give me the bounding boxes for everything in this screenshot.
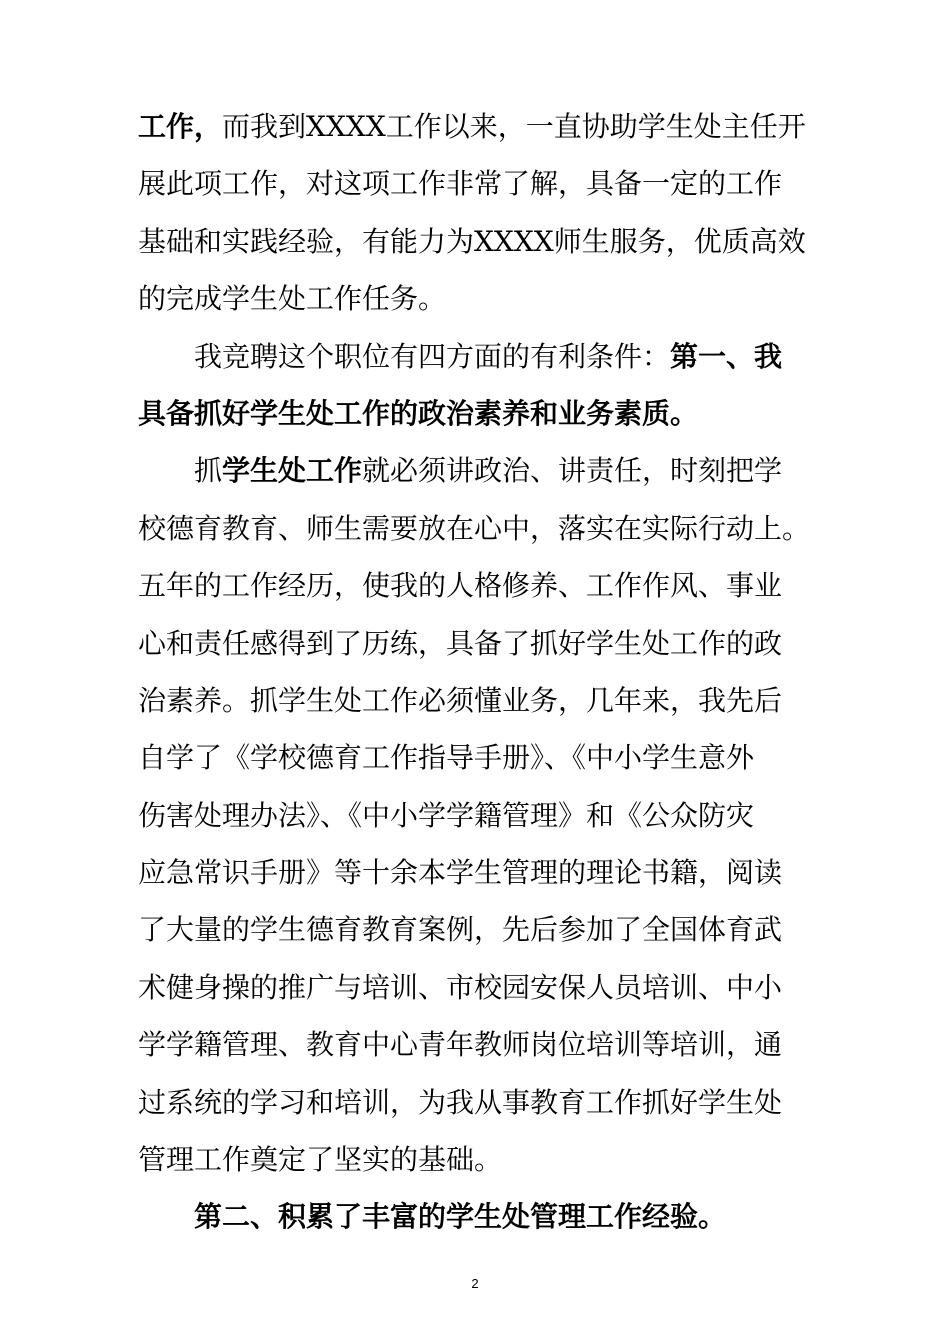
text-line bbox=[138, 959, 818, 1016]
text-line bbox=[138, 787, 818, 844]
text-segment: 的完成学生处工作任务。 bbox=[138, 282, 447, 316]
text-segment: 学学籍管理、教育中心青年教师岗位培训等培训，通 bbox=[138, 1028, 783, 1062]
text-segment: 伤害处理办法》、《中小学学籍管理》和《公众防灾 bbox=[138, 798, 755, 832]
text-line bbox=[138, 98, 818, 155]
text-segment: 抓 bbox=[194, 454, 223, 488]
text-line bbox=[138, 729, 818, 786]
text-line bbox=[138, 1074, 818, 1131]
text-line bbox=[138, 615, 818, 672]
text-line bbox=[138, 557, 818, 614]
text-segment: 我竞聘这个职位有四方面的有利条件： bbox=[194, 339, 671, 373]
bold-text-segment: 工作， bbox=[138, 110, 223, 143]
text-line bbox=[138, 672, 818, 729]
bold-text-segment: 第一、我 bbox=[670, 339, 783, 373]
text-segment: 治素养。抓学生处工作必须懂业务，几年来，我先后 bbox=[138, 683, 783, 717]
text-segment: 自学了《学校德育工作指导手册》、《中小学生意外 bbox=[138, 741, 755, 775]
text-segment: 术健身操的推广与培训、市校园安保人员培训、中小 bbox=[138, 970, 783, 1004]
text-segment: 过系统的学习和培训，为我从事教育工作抓好学生处 bbox=[138, 1085, 783, 1119]
text-line bbox=[138, 385, 818, 442]
page-number: 2 bbox=[471, 1276, 479, 1291]
text-line bbox=[138, 270, 818, 327]
bold-text-segment: 学生处工作 bbox=[222, 454, 363, 488]
bold-text-segment: 第二、积累了丰富的学生处管理工作经验。 bbox=[194, 1200, 727, 1234]
text-segment: 心和责任感得到了历练，具备了抓好学生处工作的政 bbox=[138, 626, 783, 660]
text-line bbox=[138, 442, 818, 499]
bold-text-segment: 具备抓好学生处工作的政治素养和业务素质。 bbox=[138, 396, 699, 430]
body-text bbox=[138, 98, 818, 1246]
text-line bbox=[138, 844, 818, 901]
text-segment: 就必须讲政治、讲责任，时刻把学 bbox=[362, 454, 783, 488]
text-line bbox=[138, 328, 818, 385]
text-line bbox=[138, 901, 818, 958]
text-line bbox=[138, 500, 818, 557]
text-line bbox=[138, 213, 818, 270]
text-segment: 展此项工作，对这项工作非常了解，具备一定的工作 bbox=[138, 167, 783, 201]
text-segment: 基础和实践经验，有能力为XXXX师生服务，优质高效 bbox=[138, 224, 806, 258]
text-segment: 五年的工作经历，使我的人格修养、工作作风、事业 bbox=[138, 569, 783, 603]
text-segment: 应急常识手册》等十余本学生管理的理论书籍，阅读 bbox=[138, 856, 783, 890]
text-line bbox=[138, 1131, 818, 1188]
text-line bbox=[138, 1188, 818, 1245]
text-segment: 管理工作奠定了坚实的基础。 bbox=[138, 1143, 503, 1177]
text-segment: 了大量的学生德育教育案例，先后参加了全国体育武 bbox=[138, 913, 783, 947]
text-line bbox=[138, 155, 818, 212]
text-line bbox=[138, 1016, 818, 1073]
text-segment: 校德育教育、师生需要放在心中，落实在实际行动上。 bbox=[138, 511, 811, 545]
text-segment: 而我到XXXX工作以来，一直协助学生处主任开 bbox=[222, 110, 806, 143]
